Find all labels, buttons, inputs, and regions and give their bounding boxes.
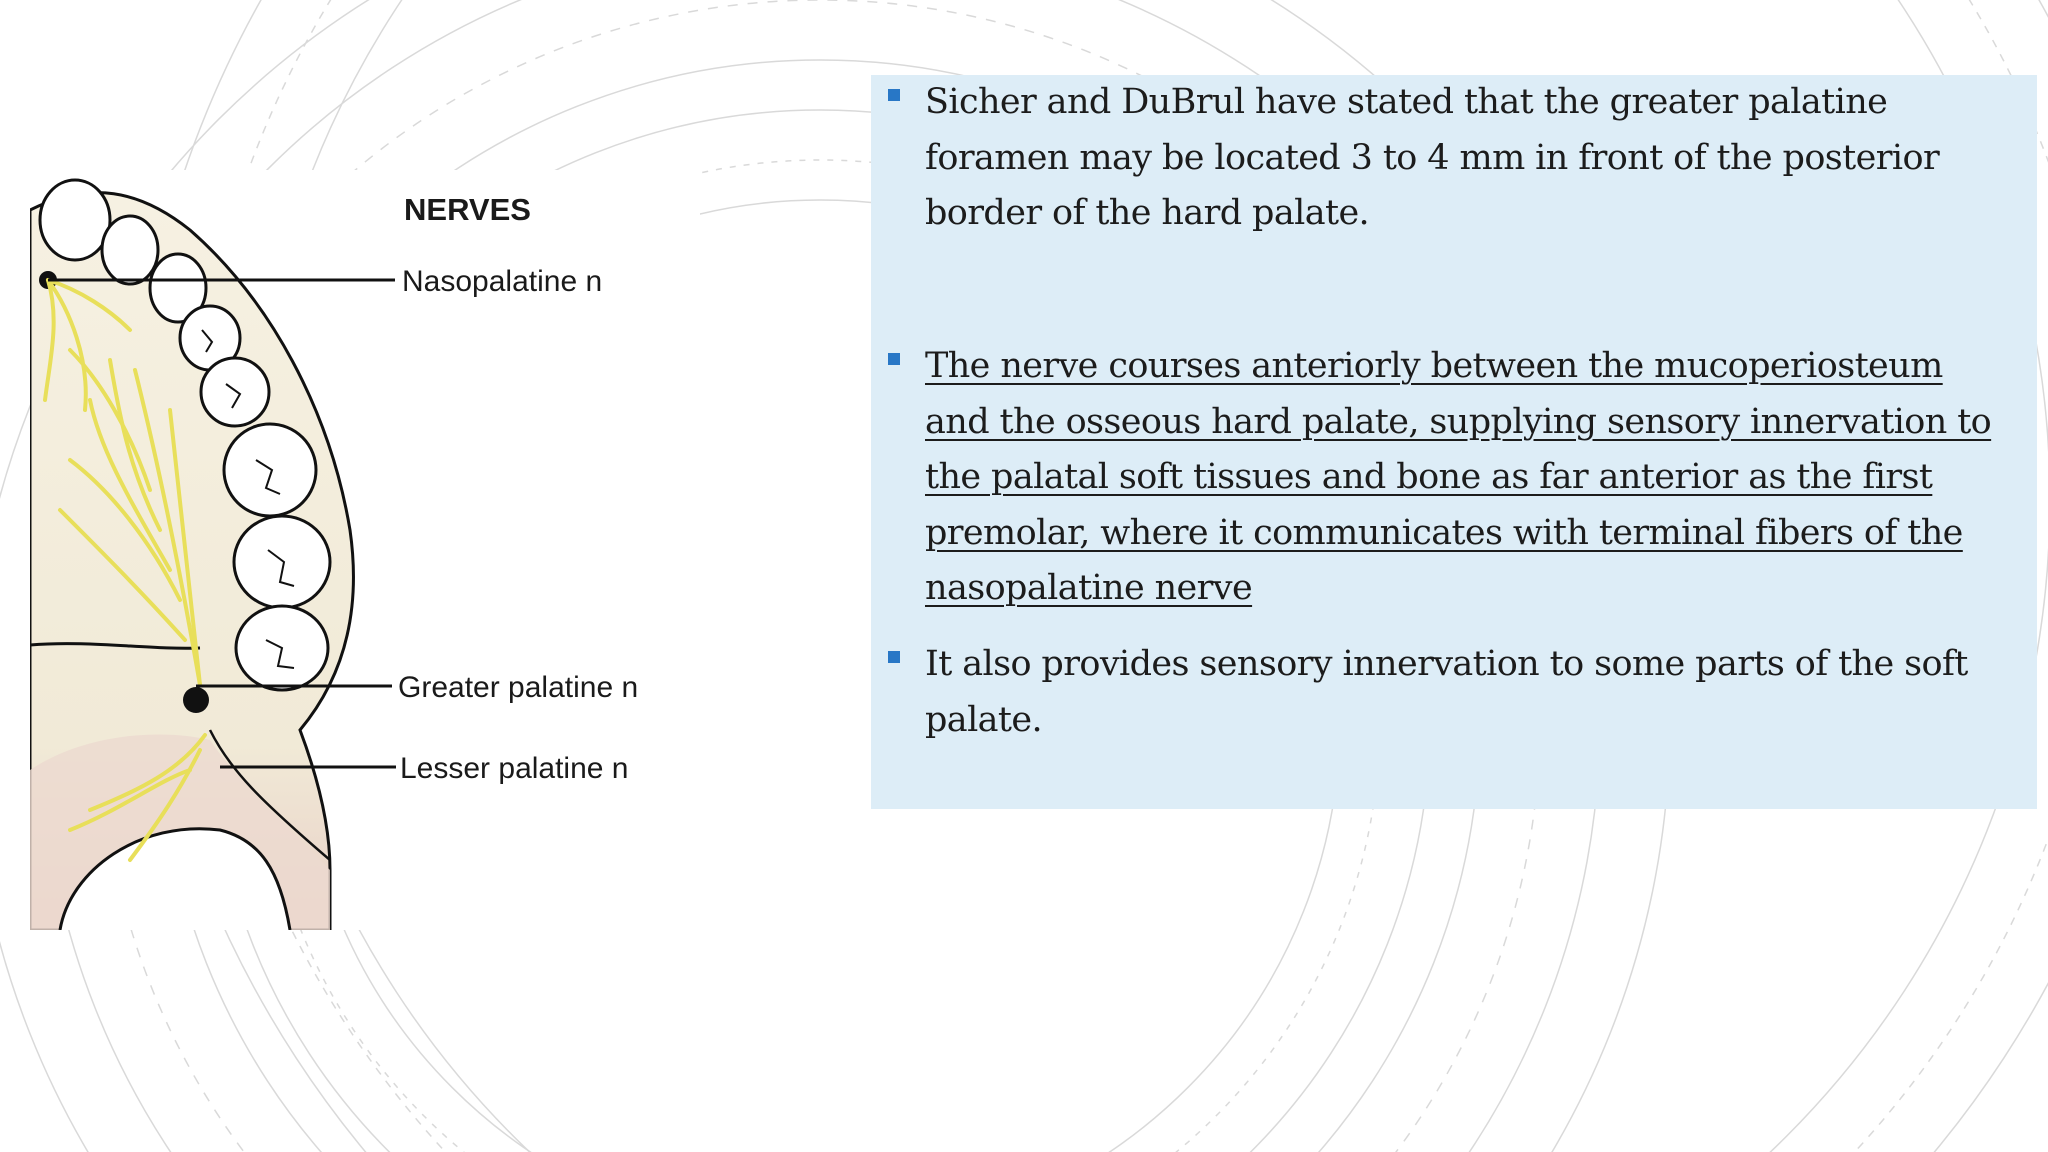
label-greater-palatine: Greater palatine n xyxy=(398,671,639,704)
palate-nerves-figure xyxy=(30,170,700,930)
bullet-item-2 xyxy=(871,339,2037,617)
bullet-item-3 xyxy=(871,637,2037,748)
figure-heading: NERVES xyxy=(404,192,531,227)
bullet-text: Sicher and DuBrul have stated that the greater palatine foramen may be located 3 to 4 mm in front of the posterior border of the hard palate. xyxy=(925,82,1940,233)
bullet-marker-icon xyxy=(888,353,900,365)
label-nasopalatine: Nasopalatine n xyxy=(402,265,603,298)
bullet-text: It also provides sensory innervation to some parts of the soft palate. xyxy=(925,644,1968,740)
bullet-marker-icon xyxy=(888,651,900,663)
palate-illustration xyxy=(30,170,700,930)
bullet-text: The nerve courses anteriorly between the mucoperiosteum and the osseous hard palate, supplying sensory innervation to the palatal soft tissues and bone as far anterior as the first premolar, where it communicates with terminal fibers of the nasopalatine nerve xyxy=(925,346,1992,608)
label-lesser-palatine: Lesser palatine n xyxy=(400,752,629,785)
bullet-marker-icon xyxy=(888,89,900,101)
bullet-text-box xyxy=(871,75,2037,809)
bullet-item-1 xyxy=(871,75,2037,242)
